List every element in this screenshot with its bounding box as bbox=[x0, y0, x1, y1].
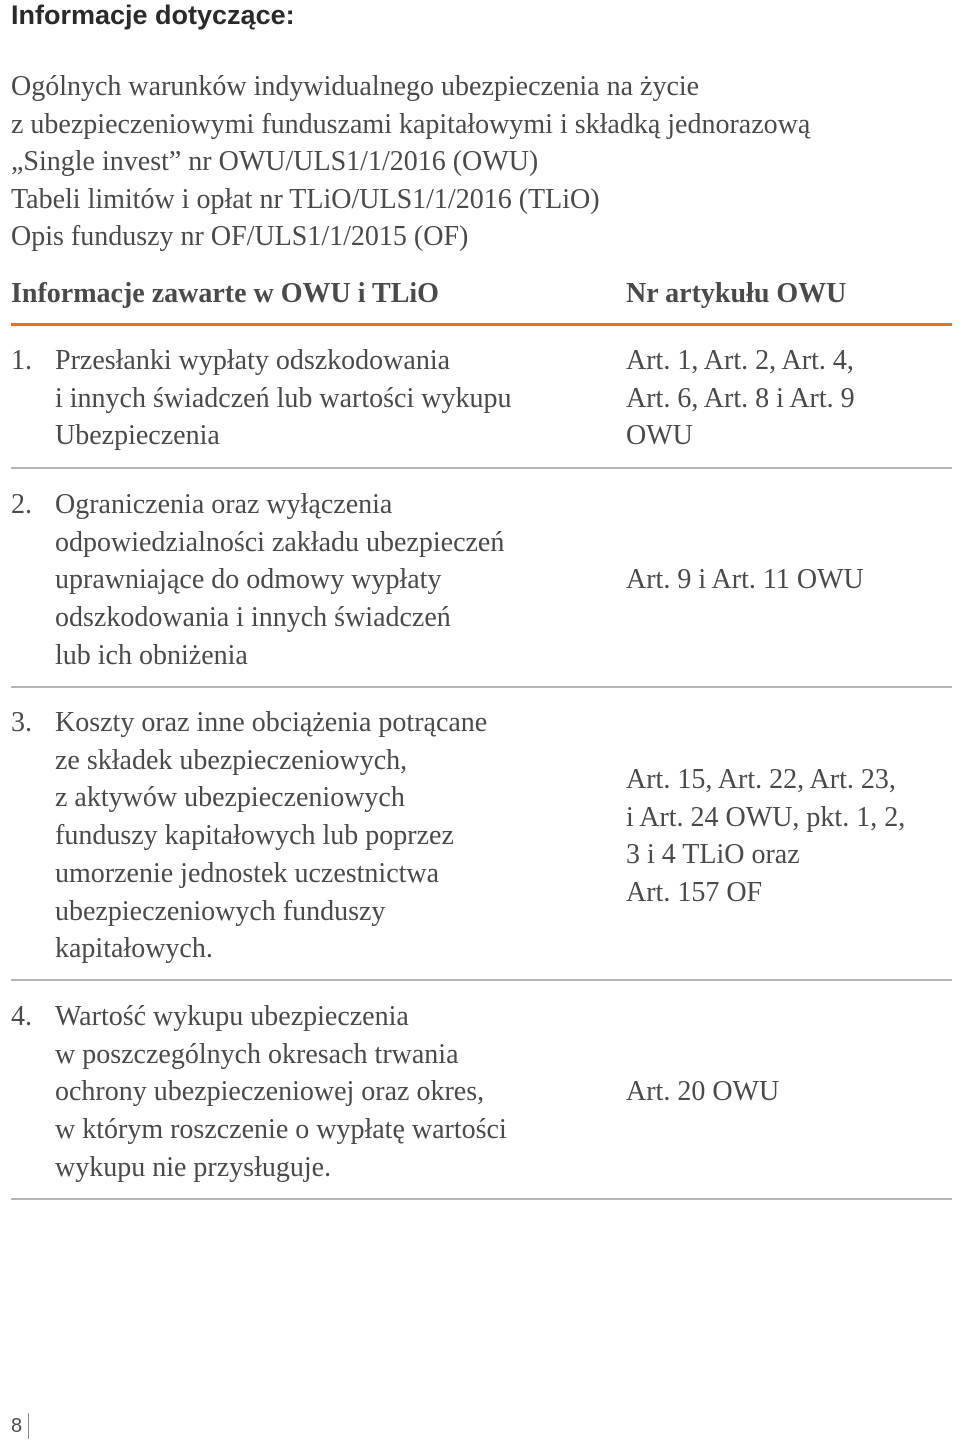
row-number: 1. bbox=[11, 345, 32, 376]
row-description: Wartość wykupu ubezpieczenia w poszczególnych okresach trwania ochrony ubezpieczeniowej oraz okres, w którym roszczenie o wypłatę wartości wykupu nie przysługuje. bbox=[55, 1001, 507, 1183]
table-row bbox=[11, 486, 952, 682]
row-reference: Art. 15, Art. 22, Art. 23, i Art. 24 OWU, pkt. 1, 2, 3 i 4 TLiO oraz Art. 157 OF bbox=[626, 764, 906, 909]
row-description: Koszty oraz inne obciążenia potrącane ze składek ubezpieczeniowych, z aktywów ubezpieczeniowych funduszy kapitałowych lub poprzez umorzenie jednostek uczestnictwa ubezpieczeniowych funduszy kapitałowych. bbox=[55, 707, 488, 965]
row-divider bbox=[11, 467, 952, 469]
page-number-divider bbox=[28, 1413, 29, 1439]
document-line: „Single invest” nr OWU/ULS1/1/2016 (OWU) bbox=[11, 146, 539, 177]
row-divider bbox=[11, 686, 952, 688]
row-number: 4. bbox=[11, 1001, 32, 1032]
header-article: Nr artykułu OWU bbox=[626, 278, 847, 309]
row-reference: Art. 20 OWU bbox=[626, 1076, 780, 1107]
row-reference: Art. 1, Art. 2, Art. 4, Art. 6, Art. 8 i Art. 9 OWU bbox=[626, 345, 855, 452]
row-description: Ograniczenia oraz wyłączenia odpowiedzialności zakładu ubezpieczeń uprawniające do odmowy wypłaty odszkodowania i innych świadczeń lub ich obniżenia bbox=[55, 489, 505, 671]
table-header bbox=[11, 276, 952, 326]
document-line: Opis funduszy nr OF/ULS1/1/2015 (OF) bbox=[11, 221, 469, 252]
document-list bbox=[11, 68, 951, 256]
row-divider bbox=[11, 1198, 952, 1200]
row-divider bbox=[11, 979, 952, 981]
document-line: Ogólnych warunków indywidualnego ubezpieczenia na życie bbox=[11, 71, 700, 102]
table-row bbox=[11, 998, 952, 1194]
document-line: Tabeli limitów i opłat nr TLiO/ULS1/1/2016 (TLiO) bbox=[11, 183, 600, 215]
table-row bbox=[11, 704, 952, 974]
page-number: 8 bbox=[11, 1415, 23, 1437]
document-line: z ubezpieczeniowymi funduszami kapitałowymi i składką jednorazową bbox=[11, 108, 811, 140]
row-reference: Art. 9 i Art. 11 OWU bbox=[626, 564, 864, 595]
header-info: Informacje zawarte w OWU i TLiO bbox=[11, 278, 439, 309]
row-number: 2. bbox=[11, 489, 32, 520]
table-row bbox=[11, 342, 952, 462]
row-description: Przesłanki wypłaty odszkodowania i innych świadczeń lub wartości wykupu Ubezpieczenia bbox=[55, 345, 512, 452]
header-divider bbox=[11, 323, 952, 326]
page-heading: Informacje dotyczące: bbox=[11, 0, 295, 30]
row-number: 3. bbox=[11, 707, 32, 738]
